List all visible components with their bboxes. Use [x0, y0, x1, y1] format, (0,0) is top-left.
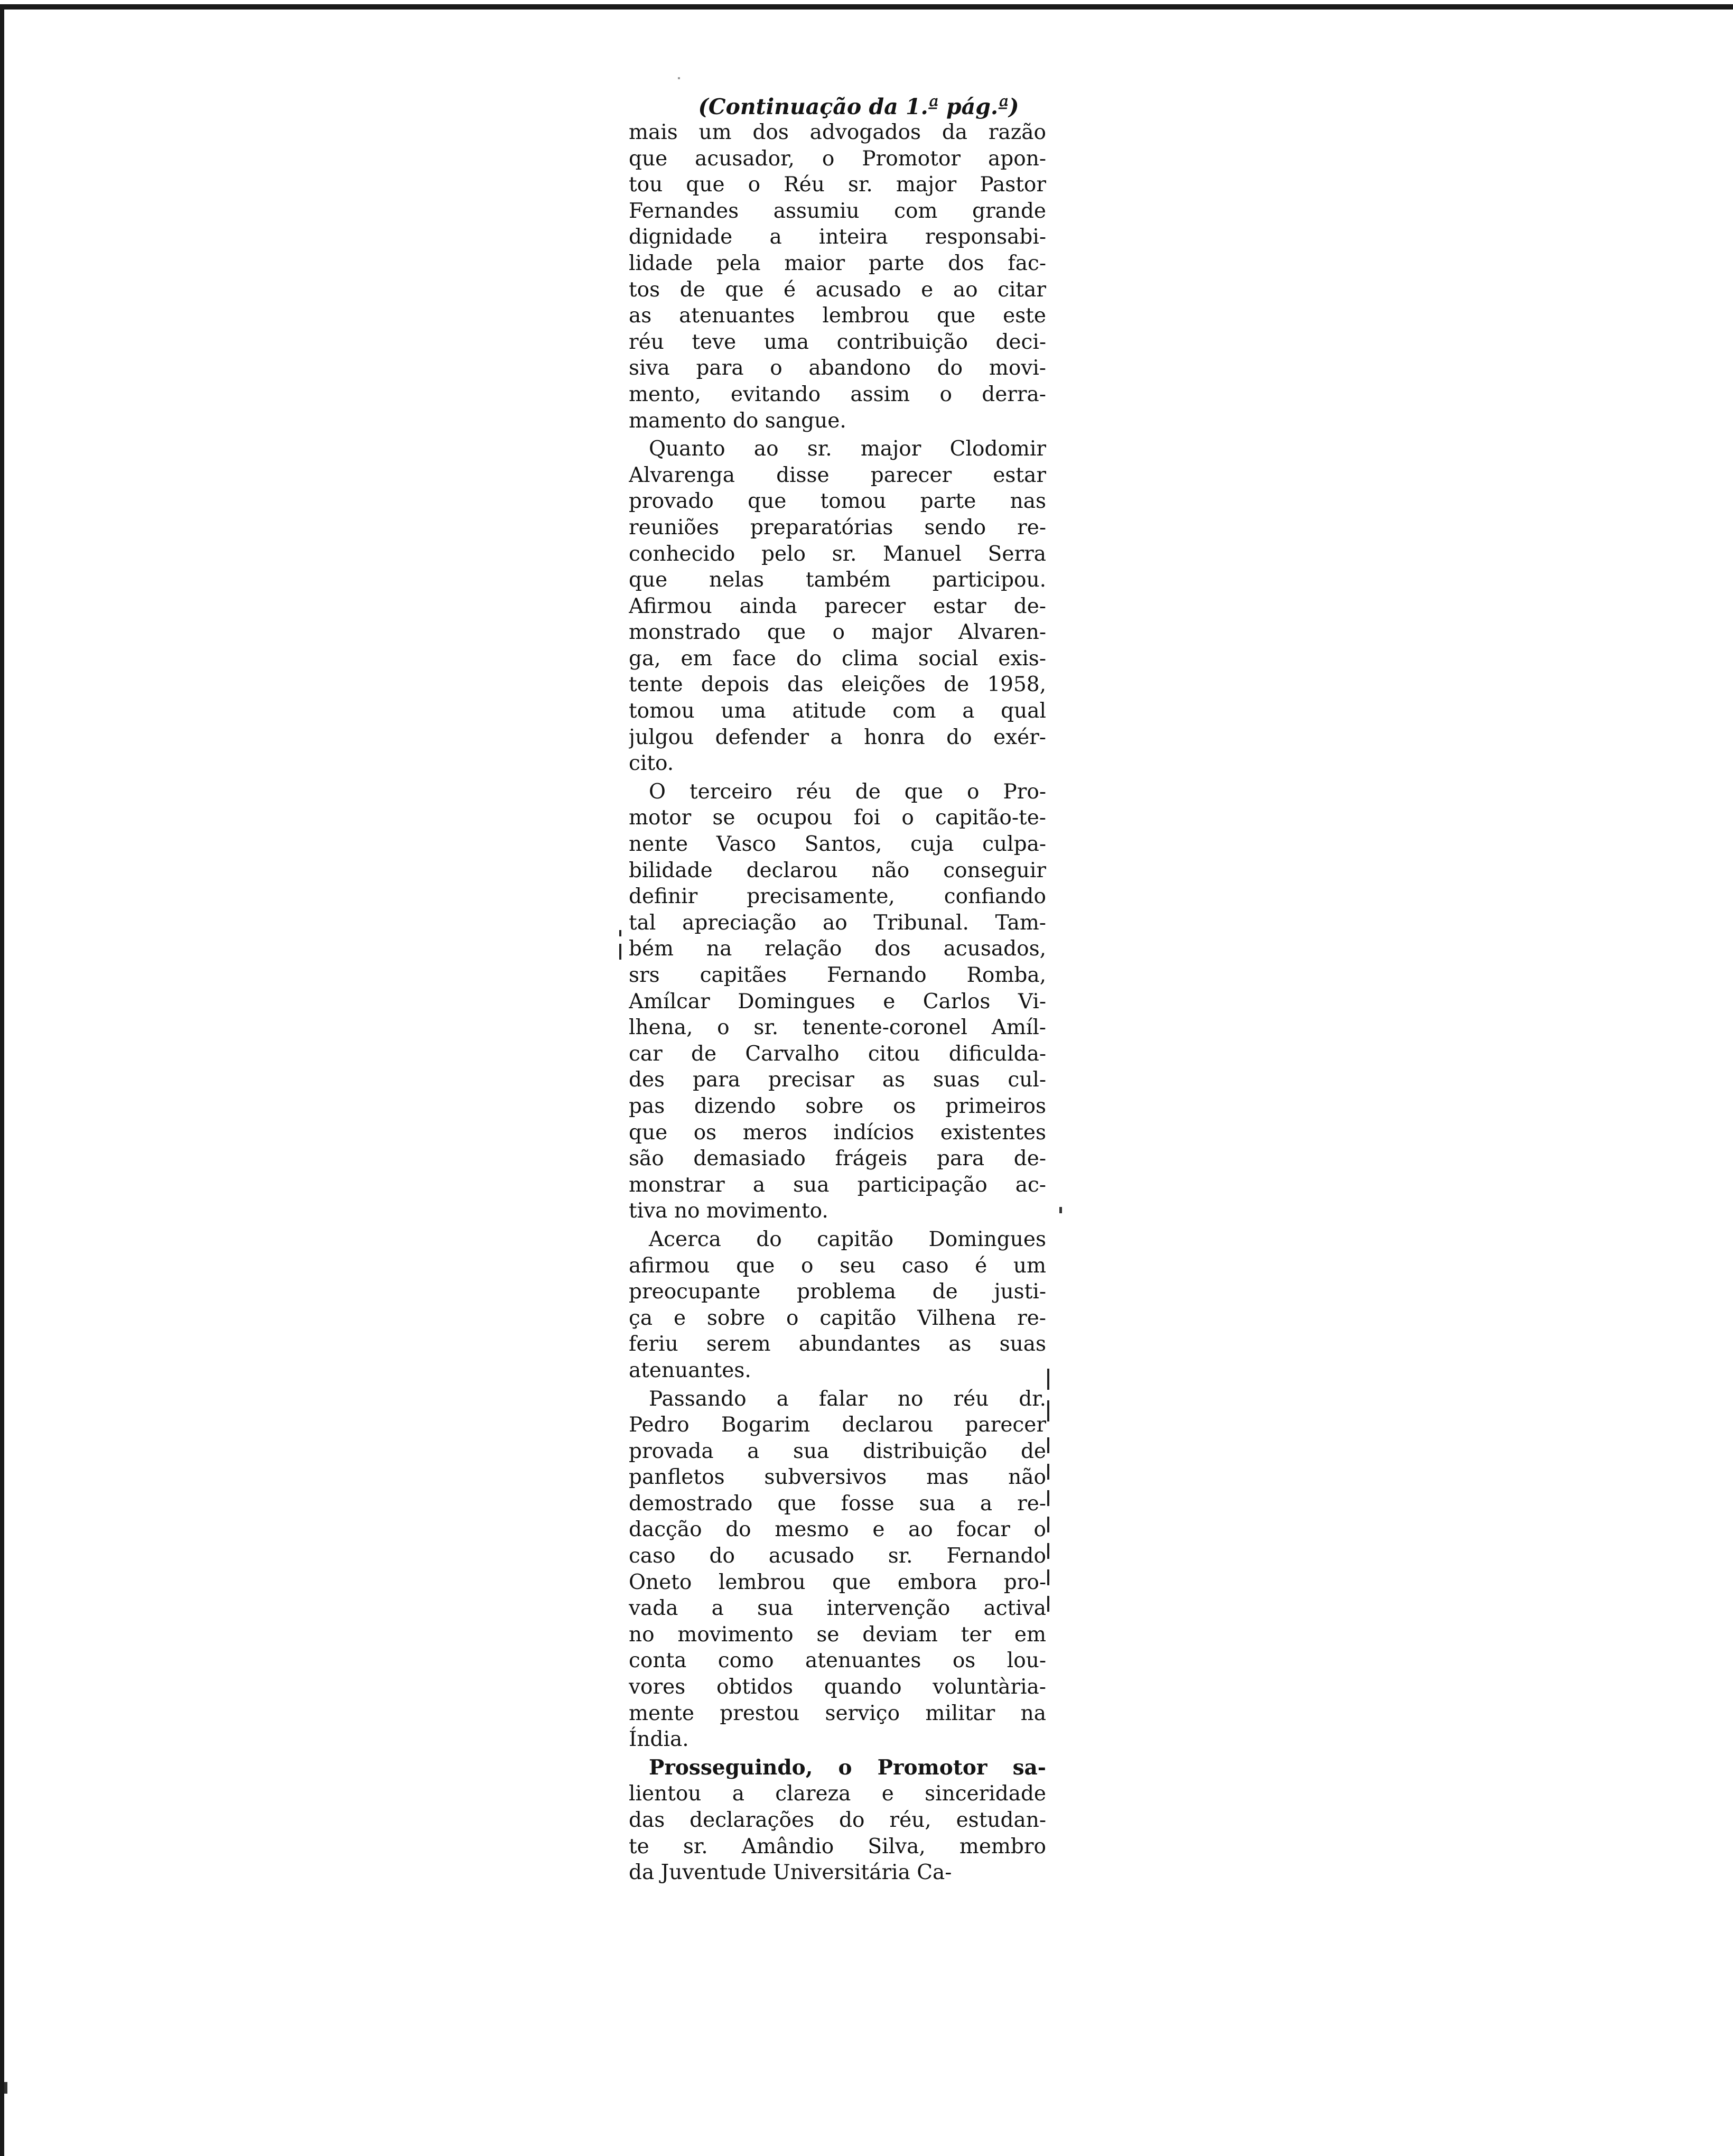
text-line: O terceiro réu de que o Pro- — [649, 779, 1046, 804]
text-line: des para precisar as suas cul- — [629, 1068, 1046, 1092]
text-line: Índia. — [629, 1727, 689, 1752]
text-line: tos de que é acusado e ao citar — [629, 277, 1046, 302]
article-body — [629, 119, 1046, 1886]
margin-marks-right — [1047, 1369, 1051, 1622]
scan-speck — [1059, 1207, 1062, 1213]
article-column — [629, 94, 1046, 1888]
text-line: definir precisamente, confiando — [629, 885, 1046, 909]
article-paragraph — [629, 1386, 1046, 1753]
text-line: mais um dos advogados da razão — [629, 120, 1046, 144]
text-line: vores obtidos quando voluntària- — [629, 1675, 1046, 1699]
text-line: Passando a falar no réu dr. — [649, 1387, 1046, 1411]
text-line: monstrado que o major Alvaren- — [629, 620, 1046, 645]
text-line: monstrar a sua participação ac- — [629, 1173, 1046, 1197]
article-paragraph — [629, 436, 1046, 777]
text-line: siva para o abandono do movi- — [629, 356, 1046, 380]
text-line: panfletos subversivos mas não — [629, 1465, 1046, 1490]
text-line: conhecido pelo sr. Manuel Serra — [629, 542, 1046, 566]
text-line: preocupante problema de justi- — [629, 1280, 1046, 1304]
text-line: vada a sua intervenção activa — [629, 1596, 1046, 1621]
text-line: ça e sobre o capitão Vilhena re- — [629, 1306, 1046, 1330]
scan-border-left — [0, 4, 4, 2156]
text-line: ga, em face do clima social exis- — [629, 646, 1046, 671]
text-line: mento, evitando assim o derra- — [629, 382, 1046, 406]
text-line: no movimento se deviam ter em — [629, 1622, 1046, 1647]
text-line: as atenuantes lembrou que este — [629, 304, 1046, 328]
text-line: julgou defender a honra do exér- — [629, 725, 1046, 749]
text-line: bilidade declarou não conseguir — [629, 858, 1046, 882]
text-line: provada a sua distribuição de — [629, 1439, 1046, 1463]
text-line: bém na relação dos acusados, — [629, 937, 1046, 961]
article-paragraph — [629, 779, 1046, 1224]
text-line: dacção do mesmo e ao focar o — [629, 1518, 1046, 1542]
text-line: Acerca do capitão Domingues — [649, 1227, 1046, 1251]
text-line: mente prestou serviço militar na — [629, 1701, 1046, 1725]
text-line: são demasiado frágeis para de- — [629, 1147, 1046, 1171]
scan-speck — [678, 77, 680, 79]
text-line: feriu serem abundantes as suas — [629, 1332, 1046, 1356]
text-line: réu teve uma contribuição deci- — [629, 330, 1046, 354]
text-line: da Juventude Universitária Ca- — [629, 1861, 952, 1885]
text-line: lientou a clareza e sinceridade — [629, 1782, 1046, 1806]
text-line: dignidade a inteira responsabi- — [629, 225, 1046, 249]
text-line: conta como atenuantes os lou- — [629, 1649, 1046, 1673]
text-line: Fernandes assumiu com grande — [629, 199, 1046, 223]
text-line: Quanto ao sr. major Clodomir — [649, 437, 1046, 461]
text-line: cito. — [629, 751, 674, 776]
continuation-heading: (Continuação da 1.ª pág.ª) — [698, 94, 1019, 119]
text-line: tal apreciação ao Tribunal. Tam- — [629, 910, 1046, 935]
text-line: que acusador, o Promotor apon- — [629, 146, 1046, 171]
text-line: Amílcar Domingues e Carlos Vi- — [629, 989, 1046, 1014]
text-line: Alvarenga disse parecer estar — [629, 463, 1046, 487]
text-line: afirmou que o seu caso é um — [629, 1253, 1046, 1278]
text-line: Oneto lembrou que embora pro- — [629, 1570, 1046, 1594]
text-line: provado que tomou parte nas — [629, 489, 1046, 514]
text-line: das declarações do réu, estudan- — [629, 1808, 1046, 1832]
text-line: Prosseguindo, o Promotor sa- — [649, 1755, 1046, 1780]
text-line: nente Vasco Santos, cuja culpa- — [629, 832, 1046, 857]
text-line: lidade pela maior parte dos fac- — [629, 251, 1046, 275]
text-line: tomou uma atitude com a qual — [629, 699, 1046, 723]
text-line: mamento do sangue. — [629, 408, 846, 433]
text-line: srs capitães Fernando Romba, — [629, 963, 1046, 987]
article-paragraph — [629, 1755, 1046, 1886]
text-line: demostrado que fosse sua a re- — [629, 1491, 1046, 1516]
text-line: tiva no movimento. — [629, 1199, 828, 1223]
margin-marks-left — [619, 930, 622, 962]
article-paragraph — [629, 1226, 1046, 1384]
text-line: que nelas também participou. — [629, 568, 1046, 592]
article-paragraph — [629, 119, 1046, 434]
scan-speck — [4, 2082, 7, 2094]
text-line: atenuantes. — [629, 1358, 751, 1382]
text-line: que os meros indícios existentes — [629, 1120, 1046, 1145]
scan-border-top — [0, 4, 1733, 10]
text-line: reuniões preparatórias sendo re- — [629, 515, 1046, 540]
text-line: Pedro Bogarim declarou parecer — [629, 1413, 1046, 1437]
text-line: te sr. Amândio Silva, membro — [629, 1834, 1046, 1858]
text-line: pas dizendo sobre os primeiros — [629, 1094, 1046, 1118]
text-line: tente depois das eleições de 1958, — [629, 673, 1046, 697]
text-line: tou que o Réu sr. major Pastor — [629, 173, 1046, 197]
text-line: Afirmou ainda parecer estar de- — [629, 594, 1046, 618]
text-line: car de Carvalho citou dificulda- — [629, 1042, 1046, 1066]
text-line: lhena, o sr. tenente-coronel Amíl- — [629, 1016, 1046, 1040]
text-line: caso do acusado sr. Fernando — [629, 1544, 1046, 1568]
text-line: motor se ocupou foi o capitão-te- — [629, 806, 1046, 830]
